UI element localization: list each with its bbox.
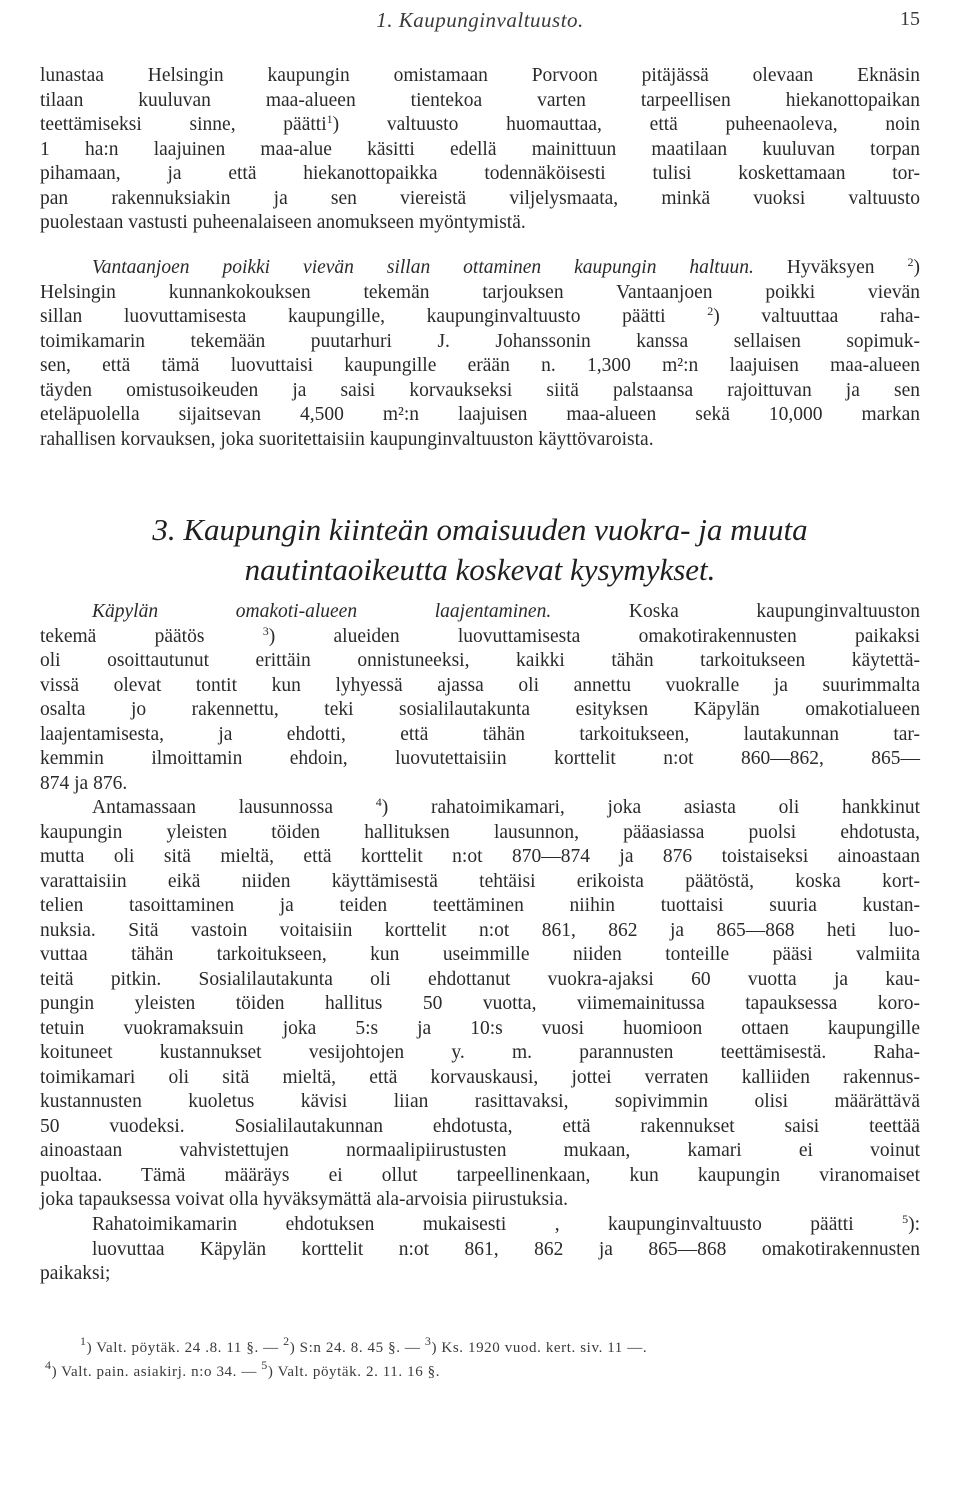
section-run-in-title: Vantaanjoen poikki vievän sillan ottaminen kaupungin haltuun.: [92, 257, 754, 278]
text-line: täyden omistusoikeuden ja saisi korvaukseksi siitä palstaansa rajoittuvan ja sen: [40, 379, 920, 401]
text-fragment: ) valtuusto: [332, 114, 459, 135]
text-line: ainoastaan vahvistettujen normaalipiirustusten mukaan, kamari ei voinut: [40, 1140, 920, 1161]
section-heading: [40, 510, 920, 590]
section-run-in-title: Käpylän omakoti-alueen laajentaminen.: [92, 601, 552, 622]
footnote-mark: 5: [261, 1358, 268, 1372]
text-line: 50 vuodeksi. Sosialilautakunnan ehdotusta, että rakennukset saisi teettää: [40, 1115, 920, 1137]
text-line: [40, 305, 920, 330]
running-title: 1. Kaupunginvaltuusto.: [376, 8, 584, 32]
footnote-ref: 2: [907, 255, 914, 269]
text-line: [40, 1213, 920, 1238]
text-line: joka tapauksessa voivat olla hyväksymättä ala-arvoisia piirustuksia.: [40, 1189, 568, 1210]
paragraph-rahatoimikamari: [40, 796, 920, 1213]
text-fragment: ): [913, 257, 920, 278]
text-fragment: ):: [908, 1214, 920, 1235]
text-line: [40, 600, 920, 625]
text-line: laajentamisesta, ja ehdotti, että tähän tarkoitukseen, lautakunnan tar-: [40, 723, 920, 745]
footnote-mark: 3: [424, 1334, 432, 1348]
text-line: toimikamari oli sitä mieltä, että korvauskausi, jottei verraten kalliiden rakennus-: [40, 1066, 920, 1088]
text-line: telien tasoittaminen ja teiden teettäminen niihin tuottaisi suuria kustan-: [40, 895, 920, 916]
footnote-ref: 4: [375, 795, 382, 809]
footnote-line: [40, 1336, 920, 1360]
text-line: varattaisiin eikä niiden käyttämisestä tehtäisi erikoista päätöstä, koska kort-: [40, 870, 920, 892]
text-line: 874 ja 876.: [40, 772, 128, 794]
text-fragment: ) rahatoimikamari, joka asiasta oli hankkinut: [381, 797, 920, 818]
text-line: tilaan kuuluvan maa-alueen tientekoa varten tarpeellisen hiekanottopaikan: [40, 89, 920, 111]
text-line: osalta jo rakennettu, teki sosialilautakunta esityksen Käpylän omakotialueen: [40, 699, 920, 720]
text-line: [40, 256, 920, 281]
text-line: [40, 625, 920, 650]
text-line: vissä olevat tontit kun lyhyessä ajassa oli annettu vuokralle ja suurimmalta: [40, 674, 920, 696]
text-line: 1 ha:n laajuinen maa-alue käsitti edellä mainittuun maatilaan kuuluvan torpan: [40, 138, 920, 160]
text-fragment: sillan luovuttamisesta kaupungille, kaupunginvaltuusto päätti: [40, 306, 666, 327]
text-line: rahallisen korvauksen, joka suoritettaisiin kaupunginvaltuuston käyttövaroista.: [40, 428, 654, 450]
text-line: kustannusten kuoletus kävisi liian rasittavaksi, sopivimmin olisi määrättävä: [40, 1091, 920, 1112]
text-line: pihamaan, ja että hiekanottopaikka todennäköisesti tulisi koskettamaan tor-: [40, 163, 920, 184]
text-fragment: tekemä päätös: [40, 625, 205, 647]
text-line: pan rakennuksiakin ja sen viereistä viljelysmaata, minkä vuoksi valtuusto: [40, 187, 920, 209]
footnote-text: ) Valt. pöytäk. 24 .8. 11 §. —: [86, 1340, 284, 1356]
text-line: mutta oli sitä mieltä, että korttelit n:ot 870—874 ja 876 toistaiseksi ainoastaan: [40, 846, 920, 867]
text-line: puolestaan vastusti puheenalaiseen anomukseen myöntymistä.: [40, 212, 526, 233]
footnote-mark: 1: [80, 1334, 87, 1348]
text-fragment: huomauttaa, että puheenaoleva, noin: [506, 114, 921, 135]
text-line: Helsingin kunnankokouksen tekemän tarjouksen Vantaanjoen poikki vievän: [40, 281, 920, 303]
footnote-ref: 2: [707, 304, 714, 318]
text-fragment: Antamassaan lausunnossa: [92, 797, 333, 818]
text-line: tetuin vuokramaksuin joka 5:s ja 10:s vuosi huomioon ottaen kaupungille: [40, 1017, 920, 1039]
text-line: kemmin ilmoittamin ehdoin, luovutettaisiin korttelit n:ot 860—862, 865—: [40, 748, 920, 769]
text-line: lunastaa Helsingin kaupungin omistamaan Porvoon pitäjässä olevaan Eknäsin: [40, 65, 920, 86]
footnote-text: ) Valt. pain. asiakirj. n:o 34. —: [51, 1364, 262, 1380]
text-line: [40, 113, 920, 138]
text-line: koituneet kustannukset vesijohtojen y. m. parannusten teettämisestä. Raha-: [40, 1042, 920, 1063]
footnote-mark: 4: [45, 1358, 52, 1372]
paragraph-decision: [40, 1213, 920, 1287]
text-line: sen, että tämä luovuttaisi kaupungille erään n. 1,300 m²:n laajuisen maa-alueen: [40, 355, 920, 376]
text-line: [40, 796, 920, 821]
footnote-text: ) S:n 24. 8. 45 §. —: [289, 1340, 425, 1356]
heading-line: 3. Kaupungin kiinteän omaisuuden vuokra- ja muuta: [152, 512, 808, 547]
text-line: oli osoittautunut erittäin onnistuneeksi, kaikki tähän tarkoitukseen käytettä-: [40, 650, 920, 671]
text-line: eteläpuolella sijaitsevan 4,500 m²:n laajuisen maa-alueen sekä 10,000 markan: [40, 404, 920, 425]
paragraph-eknas: [40, 64, 920, 236]
text-line: toimikamarin tekemään puutarhuri J. Johanssonin kanssa sellaisen sopimuk-: [40, 330, 920, 352]
footnote-text: ) Valt. pöytäk. 2. 11. 16 §.: [267, 1364, 441, 1380]
paragraph-kapyla: [40, 600, 920, 796]
footnote-ref: 5: [902, 1212, 909, 1226]
footnote-ref: 3: [262, 623, 269, 638]
page-number: 15: [900, 8, 920, 30]
heading-line: nautintaoikeutta koskevat kysymykset.: [244, 552, 716, 587]
footnote-line: [40, 1360, 920, 1384]
footnotes: [40, 1336, 920, 1384]
text-line: teitä pitkin. Sosialilautakunta oli ehdottanut vuokra-ajaksi 60 vuotta ja kau-: [40, 968, 920, 990]
paragraph-vantaanjoki: [40, 256, 920, 452]
footnote-ref: 1: [326, 112, 333, 126]
text-line: luovuttaa Käpylän korttelit n:ot 861, 862 ja 865—868 omakotirakennusten: [92, 1238, 920, 1260]
text-line: puoltaa. Tämä määräys ei ollut tarpeellinenkaan, kun kaupungin viranomaiset: [40, 1164, 920, 1186]
text-fragment: Rahatoimikamarin ehdotuksen mukaisesti , kaupunginvaltuusto päätti: [92, 1214, 854, 1235]
text-line: nuksia. Sitä vastoin voitaisiin korttelit n:ot 861, 862 ja 865—868 heti luo-: [40, 919, 920, 941]
text-fragment: teettämiseksi sinne, päätti: [40, 114, 327, 135]
text-line: paikaksi;: [40, 1263, 111, 1284]
text-fragment: ) valtuuttaa raha-: [713, 306, 920, 327]
text-fragment: ) alueiden luovuttamisesta omakotirakennusten paikaksi: [268, 625, 920, 647]
running-header: [40, 8, 920, 38]
footnote-mark: 2: [283, 1334, 290, 1348]
text-line: vuttaa tähän tarkoitukseen, kun useimmille niiden tonteille pääsi valmiita: [40, 944, 920, 965]
text-line: kaupungin yleisten töiden hallituksen lausunnon, pääasiassa puolsi ehdotusta,: [40, 821, 920, 843]
text-line: pungin yleisten töiden hallitus 50 vuotta, viimemainitussa tapauksessa koro-: [40, 993, 920, 1014]
text-fragment: Hyväksyen: [786, 257, 875, 278]
text-fragment: Koska kaupunginvaltuuston: [628, 601, 920, 622]
footnote-text: ) Ks. 1920 vuod. kert. siv. 11 —.: [431, 1340, 648, 1356]
